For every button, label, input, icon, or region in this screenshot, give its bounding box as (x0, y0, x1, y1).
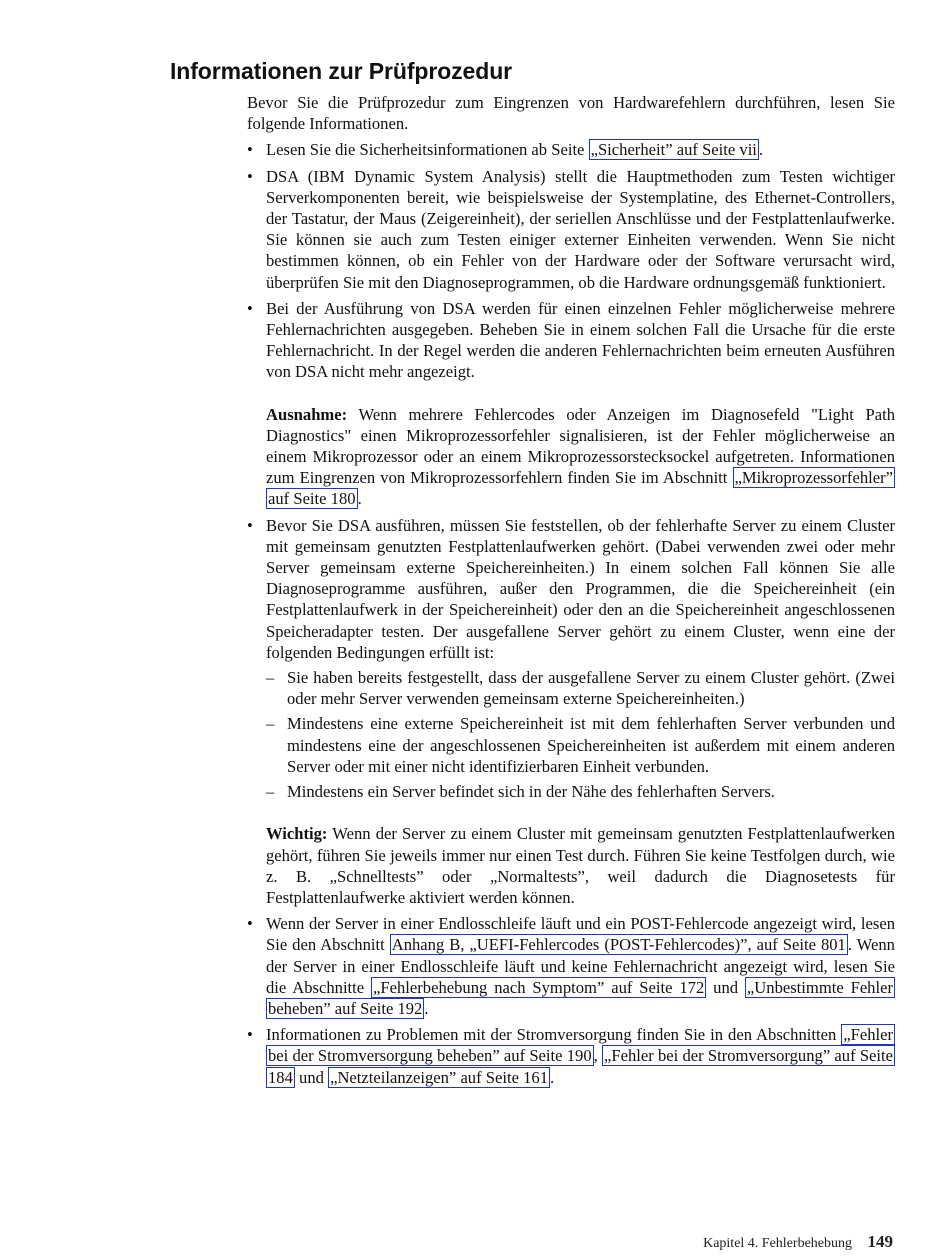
conjunction: und (706, 977, 745, 997)
punctuation: . (424, 998, 429, 1018)
important-note (266, 823, 895, 908)
link-uefi-error-codes[interactable]: Anhang B, „UEFI-Fehlercodes (POST-Fehlercodes)”, auf Seite 801 (391, 935, 846, 955)
sub-list-item: – Mindestens eine externe Speichereinheit ist mit dem fehlerhaften Server verbunden und mindestens eine der angeschlossenen Speichereinheiten ist außerdem mit einem anderen Server oder mit einer nicht identifizierbaren Einheit verbunden. (266, 713, 895, 777)
punctuation: . (758, 140, 764, 160)
list-item-text: • Bevor Sie DSA ausführen, müssen Sie feststellen, ob der fehlerhafte Server zu einem Cluster mit gemeinsam genutzten Festplattenlaufwerken gehört. (Dabei verwenden zwei oder mehr Server gemeinsam externe Speichereinheiten.) In einem solchen Fall können Sie alle Diagnoseprogramme ausführen, außer den Programmen, die die Speichereinheit (ein Festplattenlaufwerk in der Speichereinheit) oder den an die Speichereinheit angeschlossenen Speicheradapter testen. Der ausgefallene Server gehört zu einem Cluster, wenn eine der folgenden Bedingungen erfüllt ist: (266, 515, 895, 662)
list-item-text: Lesen Sie die Sicherheitsinformationen ab Seite (266, 140, 589, 160)
link-power-problems-solving[interactable]: „Fehler bei der Stromversorgung beheben” auf Seite 190 (268, 1025, 893, 1066)
link-symptom-troubleshooting[interactable]: „Fehlerbehebung nach Symptom” auf Seite 172 (373, 977, 705, 997)
link-power-supply-leds[interactable]: „Netzteilanzeigen” auf Seite 161 (330, 1067, 548, 1087)
list-item-endless-loop (247, 913, 895, 1019)
list-item-multiple-errors (247, 298, 895, 510)
note-text: Wenn mehrere Fehlercodes oder Anzeigen im Diagnosefeld "Light Path Diagnostics" einen Mikroprozessorfehler signalisieren, ist der Fehler möglicherweise an einem Mikroprozessor oder an einem Mikroprozessorstecksockel aufgetreten. Informationen zum Eingrenzen von Mikroprozessorfehlern finden Sie im Abschnitt (266, 404, 895, 488)
exception-note (266, 404, 895, 510)
punctuation: . (550, 1067, 555, 1087)
procedure-list (247, 139, 895, 1087)
page-number: 149 (867, 1232, 893, 1251)
sub-list-item: – Mindestens ein Server befindet sich in der Nähe des fehlerhaften Servers. (266, 781, 895, 802)
cluster-conditions-list (266, 667, 895, 802)
note-text: Wenn der Server zu einem Cluster mit gemeinsam genutzten Festplattenlaufwerken gehört, führen Sie jeweils immer nur einen Test durch. Führen Sie keine Testfolgen durch, wie z. B. „Schnelltests” oder „Normaltests”, weil dadurch die Diagnosetests für Festplattenlaufwerke aktiviert werden können. (266, 824, 895, 907)
list-item-dsa (247, 166, 895, 293)
list-item-cluster (247, 515, 895, 908)
list-item-text: Informationen zu Problemen mit der Stromversorgung finden Sie in den Abschnitten (266, 1025, 842, 1045)
conjunction: und (294, 1067, 329, 1087)
punctuation: . (357, 489, 362, 509)
note-label: Ausnahme: (266, 404, 348, 424)
sub-list-item: – Sie haben bereits festgestellt, dass der ausgefallene Server zu einem Cluster gehört. (Zwei oder mehr Server verwenden gemeinsam externe Speichereinheiten.) (266, 667, 895, 709)
chapter-title: Kapitel 4. Fehlerbehebung (703, 1236, 852, 1251)
page-footer (703, 1232, 893, 1252)
document-body (247, 92, 895, 1093)
page-title: Informationen zur Prüfprozedur (170, 58, 513, 84)
intro-paragraph: Bevor Sie die Prüfprozedur zum Eingrenzen von Hardwarefehlern durchführen, lesen Sie folgende Informationen. (247, 93, 895, 134)
link-power-problems[interactable]: „Fehler bei der Stromversorgung” auf Seite 184 (268, 1046, 894, 1087)
list-item-text: . Wenn der Server in einer Endlosschleife läuft und keine Fehlernachricht angezeigt wird, lesen Sie die Abschnitte (266, 935, 895, 997)
list-item-text: DSA (IBM Dynamic System Analysis) stellt die Hauptmethoden zum Testen wichtiger Serverkomponenten bereit, wie beispielsweise der Systemplatine, des Ethernet-Controllers, der Tastatur, der Maus (Zeigereinheit), der seriellen Anschlüsse und der Festplattenlaufwerke. Sie können sie auch zum Testen einiger externer Einheiten verwenden. Wenn Sie nicht bestimmen können, ob ein Fehler von der Hardware oder der Software verursacht wird, überprüfen Sie mit den Diagnoseprogrammen, ob die Hardware ordnungsgemäß funktioniert. (266, 166, 895, 292)
list-item-text: Wenn der Server in einer Endlosschleife läuft und ein POST-Fehlercode angezeigt wird, lesen Sie den Abschnitt (266, 914, 895, 955)
link-undetermined-problems[interactable]: „Unbestimmte Fehler beheben” auf Seite 192 (268, 977, 893, 1018)
list-item-power (247, 1024, 895, 1088)
note-label: Wichtig: (266, 824, 328, 844)
list-item-safety (247, 139, 895, 160)
link-safety[interactable]: „Sicherheit” auf Seite vii (590, 140, 757, 160)
list-item-text: • Bei der Ausführung von DSA werden für einen einzelnen Fehler möglicherweise mehrere Fehlernachrichten ausgegeben. Beheben Sie in einem solchen Fall die Ursache für die erste Fehlernachricht. In der Regel werden die anderen Fehlernachrichten beim erneuten Ausführen von DSA nicht mehr angezeigt. (266, 298, 895, 382)
separator: , (593, 1046, 603, 1066)
link-microprocessor-errors[interactable]: „Mikroprozessorfehler” auf Seite 180 (268, 468, 893, 509)
